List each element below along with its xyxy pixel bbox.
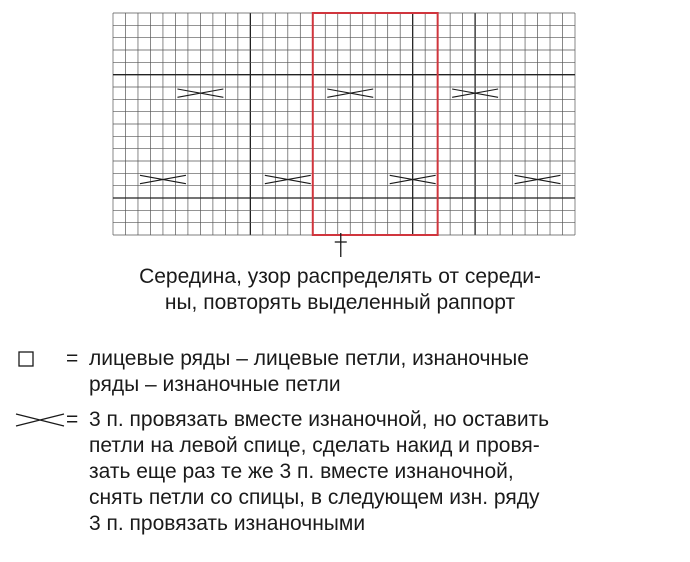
legend-text-line: лицевые ряды – лицевые петли, изнаночные <box>89 347 529 370</box>
legend-equals: = <box>66 408 79 431</box>
legend-text-line: снять петли со спицы, в следующем изн. ряду <box>89 486 540 509</box>
legend-text-line: ряды – изнаночные петли <box>89 373 341 396</box>
caption-line-1: Середина, узор распределять от середи- <box>139 265 541 288</box>
legend-text-line: петли на левой спице, сделать накид и провя- <box>89 434 540 457</box>
caption-line-2: ны, повторять выделенный раппорт <box>164 291 516 314</box>
legend-equals: = <box>66 347 79 370</box>
legend-text-line: зать еще раз те же 3 п. вместе изнаночной, <box>89 460 514 483</box>
empty-square-icon <box>18 351 34 372</box>
knitting-chart <box>0 0 690 262</box>
cross-stitch-icon <box>14 411 66 434</box>
legend-text-line: 3 п. провязать изнаночными <box>89 512 366 535</box>
legend-text-line: 3 п. провязать вместе изнаночной, но оставить <box>89 408 550 431</box>
